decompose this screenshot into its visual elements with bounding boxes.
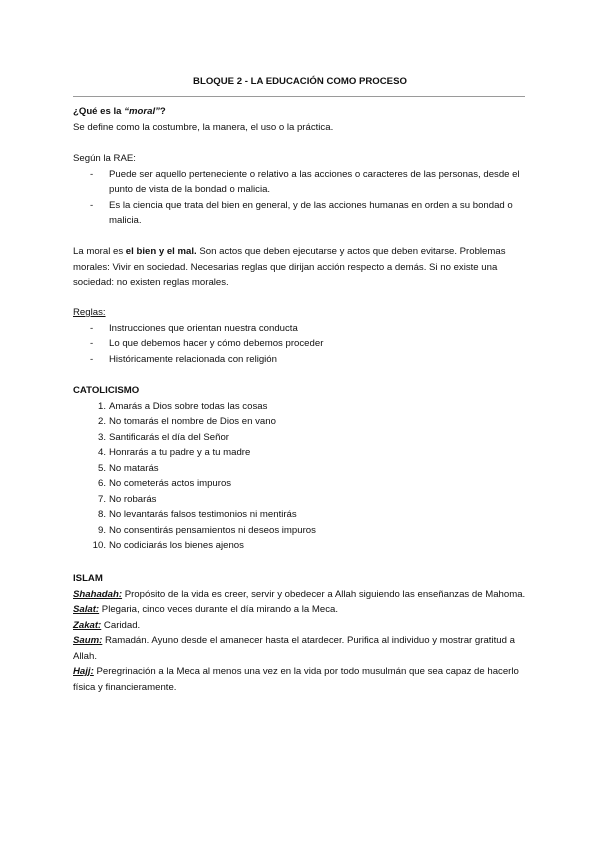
document-title: BLOQUE 2 - LA EDUCACIÓN COMO PROCESO [193, 76, 407, 87]
list-item: 3. Santificarás el día del Señor [97, 431, 229, 443]
list-item: - Puede ser aquello perteneciente o relativo a las acciones o caracteres de las personas, desde el punto de vista de la bondad o malicia. [73, 167, 533, 198]
reglas-heading: Reglas: [73, 307, 106, 318]
list-item: 2. No tomarás el nombre de Dios en vano [97, 416, 276, 427]
moral-question-suffix: ? [159, 106, 166, 117]
moral-section [73, 104, 533, 135]
list-item: 4. Honrarás a tu padre y a tu madre [97, 447, 251, 458]
list-item: - Instrucciones que orientan nuestra conducta [73, 321, 533, 337]
list-item: 5. No matarás [97, 462, 159, 474]
catolicismo-heading: CATOLICISMO [73, 385, 140, 396]
moral-paragraph-text [73, 244, 533, 291]
moral-question-prefix: ¿Qué es la [73, 106, 125, 117]
catolicismo-list [73, 399, 533, 554]
catolicismo-section [73, 383, 533, 554]
islam-section [73, 571, 533, 695]
list-item: 9. No consentirás pensamientos ni deseos impuros [97, 524, 316, 536]
list-item: 6. No cometerás actos impuros [97, 478, 232, 489]
list-item: - Históricamente relacionada con religión [73, 352, 533, 368]
rae-section [73, 151, 533, 229]
list-item: - Lo que debemos hacer y cómo debemos proceder [73, 336, 533, 352]
moral-question-term: “moral” [124, 106, 160, 117]
islam-item-saum: Saum: Ramadán. Ayuno desde el amanecer hasta el atardecer. Purifica al individuo y mostrar gratitud a Allah. [73, 635, 515, 662]
moral-definition: Se define como la costumbre, la manera, el uso o la práctica. [73, 121, 334, 133]
reglas-section [73, 305, 533, 367]
list-item: - Es la ciencia que trata del bien en general, y de las acciones humanas en orden a su bondad o malicia. [73, 198, 533, 229]
list-item: 8. No levantarás falsos testimonios ni mentirás [97, 509, 297, 520]
list-item: 1. Amarás a Dios sobre todas las cosas [97, 400, 268, 412]
rae-list [73, 167, 533, 229]
moral-question [73, 104, 533, 120]
islam-item-hajj: Hajj: Peregrinación a la Meca al menos una vez en la vida por todo musulmán que sea capaz de hacerlo física y financieramente. [73, 666, 519, 693]
reglas-list [73, 321, 533, 368]
list-item: 7. No robarás [97, 493, 157, 505]
moral-paragraph-lead: La moral es [73, 246, 126, 257]
islam-heading: ISLAM [73, 573, 103, 584]
list-item: 10. No codiciarás los bienes ajenos [92, 540, 244, 551]
rae-heading: Según la RAE: [73, 153, 136, 164]
islam-item-zakat: Zakat: Caridad. [73, 619, 141, 631]
moral-paragraph-bold: el bien y el mal. [125, 246, 197, 257]
islam-item-shahadah: Shahadah: Propósito de la vida es creer, servir y obedecer a Allah siguiendo las enseñanzas de Mahoma. [73, 588, 526, 600]
moral-paragraph [73, 244, 533, 291]
islam-item-salat: Salat: Plegaria, cinco veces durante el día mirando a la Meca. [73, 604, 339, 615]
moral-paragraph-rest: Son actos que deben ejecutarse y actos que deben evitarse. Problemas morales: Vivir en sociedad. Necesarias reglas que dirijan acción respecto a demás. Si no existe una sociedad: no existen reglas morales. [73, 246, 506, 288]
title-divider [73, 96, 525, 97]
